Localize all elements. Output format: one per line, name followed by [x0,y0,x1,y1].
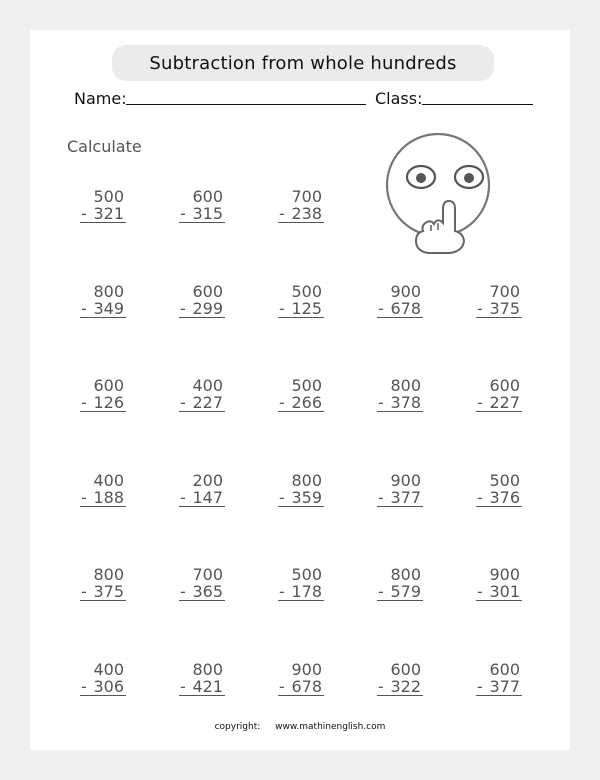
subtraction-problem [179,472,225,507]
subtraction-problem [278,188,324,223]
subtrahend: 315 [192,204,223,223]
minuend: 400 [93,660,124,679]
minus-sign: - [180,393,186,412]
shush-face-icon [383,133,493,258]
subtrahend-row [80,300,126,318]
minus-sign: - [477,299,483,318]
minuend: 800 [390,565,421,584]
subtrahend: 227 [192,393,223,412]
subtrahend: 306 [93,677,124,696]
subtrahend-row [278,489,324,507]
subtrahend-row [278,583,324,601]
subtrahend-row [476,583,522,601]
minus-sign: - [81,393,87,412]
subtrahend-row [179,394,225,412]
subtrahend: 365 [192,582,223,601]
subtraction-problem [278,661,324,696]
subtrahend: 238 [291,204,322,223]
subtraction-problem [80,566,126,601]
subtrahend: 579 [390,582,421,601]
subtrahend-row [377,583,423,601]
minuend: 500 [489,471,520,490]
minus-sign: - [477,488,483,507]
minus-sign: - [81,204,87,223]
minuend: 600 [489,376,520,395]
minuend: 800 [93,282,124,301]
subtraction-problem [278,283,324,318]
subtrahend-row [179,678,225,696]
subtrahend-row [80,205,126,223]
name-field-line[interactable] [126,104,366,105]
subtrahend-row [476,394,522,412]
subtraction-problem [179,566,225,601]
subtraction-problem [278,566,324,601]
subtrahend-row [377,300,423,318]
minus-sign: - [81,582,87,601]
minuend: 800 [390,376,421,395]
subtrahend: 377 [489,677,520,696]
subtrahend: 321 [93,204,124,223]
subtrahend-row [80,394,126,412]
subtrahend: 421 [192,677,223,696]
subtrahend-row [476,678,522,696]
subtrahend-row [476,489,522,507]
subtrahend-row [80,489,126,507]
minus-sign: - [81,488,87,507]
minus-sign: - [180,299,186,318]
subtraction-problem [476,566,522,601]
subtrahend-row [278,300,324,318]
subtrahend: 301 [489,582,520,601]
footer [0,722,600,732]
class-field-line[interactable] [422,104,533,105]
subtraction-problem [179,283,225,318]
minus-sign: - [378,299,384,318]
minuend: 900 [390,282,421,301]
subtrahend-row [278,394,324,412]
minuend: 400 [192,376,223,395]
minuend: 800 [93,565,124,584]
subtraction-problem [476,661,522,696]
subtraction-problem [377,283,423,318]
subtraction-problem [80,661,126,696]
subtraction-problem [377,472,423,507]
minuend: 500 [93,187,124,206]
subtraction-problem [476,472,522,507]
minuend: 400 [93,471,124,490]
subtrahend-row [377,678,423,696]
subtraction-problem [80,472,126,507]
subtrahend-row [179,300,225,318]
subtrahend: 678 [390,299,421,318]
subtrahend-row [377,394,423,412]
subtraction-problem [377,566,423,601]
minus-sign: - [378,582,384,601]
subtrahend-row [179,489,225,507]
minus-sign: - [279,204,285,223]
minuend: 500 [291,282,322,301]
subtraction-problem [80,283,126,318]
subtraction-problem [476,283,522,318]
subtrahend-row [278,205,324,223]
minuend: 600 [192,187,223,206]
minuend: 700 [291,187,322,206]
class-label: Class: [375,89,423,108]
minuend: 900 [291,660,322,679]
subtrahend: 322 [390,677,421,696]
minuend: 600 [390,660,421,679]
website-link[interactable]: www.mathinenglish.com [275,722,386,732]
minuend: 900 [489,565,520,584]
subtraction-problem [377,377,423,412]
minus-sign: - [477,582,483,601]
subtraction-problem [179,661,225,696]
subtrahend: 125 [291,299,322,318]
subtrahend: 375 [489,299,520,318]
subtrahend: 375 [93,582,124,601]
minuend: 500 [291,376,322,395]
subtrahend: 188 [93,488,124,507]
subtraction-problem [278,377,324,412]
minuend: 600 [93,376,124,395]
page-title: Subtraction from whole hundreds [112,45,494,81]
subtrahend-row [476,300,522,318]
minuend: 800 [192,660,223,679]
minus-sign: - [279,582,285,601]
subtrahend: 376 [489,488,520,507]
subtrahend: 178 [291,582,322,601]
minus-sign: - [477,677,483,696]
minus-sign: - [180,204,186,223]
minus-sign: - [378,677,384,696]
subtraction-problem [377,661,423,696]
subtrahend: 299 [192,299,223,318]
name-label: Name: [74,89,127,108]
subtrahend: 126 [93,393,124,412]
minus-sign: - [180,677,186,696]
minus-sign: - [81,677,87,696]
subtrahend: 377 [390,488,421,507]
subtrahend-row [80,678,126,696]
minus-sign: - [279,393,285,412]
minuend: 800 [291,471,322,490]
minus-sign: - [180,488,186,507]
subtrahend-row [80,583,126,601]
minus-sign: - [378,488,384,507]
copyright-label: copyright: [214,722,261,732]
subtraction-problem [476,377,522,412]
minuend: 200 [192,471,223,490]
minuend: 600 [489,660,520,679]
subtrahend: 678 [291,677,322,696]
minus-sign: - [81,299,87,318]
subtraction-problem [179,377,225,412]
subtrahend-row [179,583,225,601]
subtrahend: 227 [489,393,520,412]
subtraction-problem [278,472,324,507]
minus-sign: - [279,488,285,507]
subtraction-problem [80,188,126,223]
minuend: 500 [291,565,322,584]
minuend: 900 [390,471,421,490]
minuend: 600 [192,282,223,301]
subtrahend: 359 [291,488,322,507]
subtrahend: 266 [291,393,322,412]
minus-sign: - [279,299,285,318]
minuend: 700 [192,565,223,584]
subtrahend: 349 [93,299,124,318]
subtrahend-row [179,205,225,223]
minus-sign: - [477,393,483,412]
minus-sign: - [180,582,186,601]
instruction-text: Calculate [67,137,142,156]
minus-sign: - [279,677,285,696]
subtrahend-row [377,489,423,507]
minus-sign: - [378,393,384,412]
minuend: 700 [489,282,520,301]
subtrahend: 378 [390,393,421,412]
subtrahend-row [278,678,324,696]
subtraction-problem [80,377,126,412]
subtraction-problem [179,188,225,223]
subtrahend: 147 [192,488,223,507]
